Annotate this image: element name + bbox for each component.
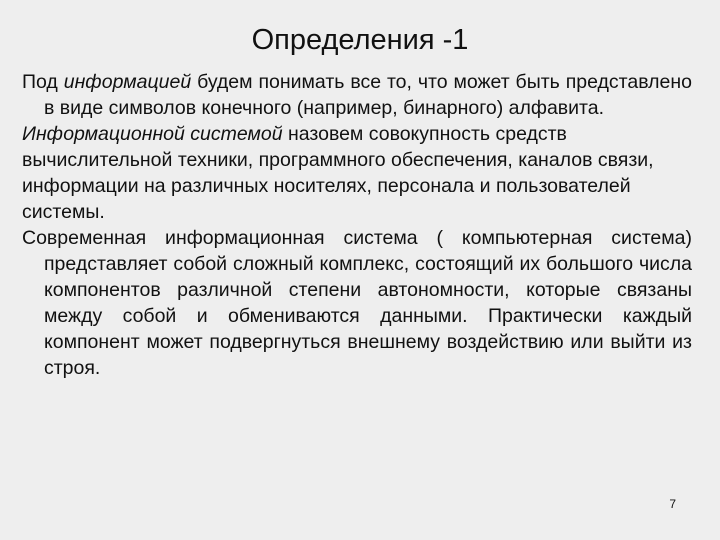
definition-text: будем понимать все то, что может быть представлено в виде символов конечного (например, бинарного) алфавита.	[44, 71, 692, 119]
term-information: информацией	[63, 71, 192, 93]
definition-continuation-1: вычислительной техники, программного обеспечения, каналов связи,	[22, 149, 654, 171]
page-number: 7	[669, 497, 676, 511]
definition-continuation-3: системы.	[22, 201, 105, 223]
definition-information	[22, 69, 692, 121]
slide-title: Определения -1	[251, 24, 469, 56]
definition-continuation-2: информации на различных носителях, персонала и пользователей	[22, 175, 631, 197]
term-information-system: Информационной системой	[22, 123, 283, 145]
slide-body	[22, 69, 692, 381]
definition-lead: Под	[22, 71, 64, 93]
definition-information-system	[22, 121, 692, 147]
definition-text: назовем совокупность средств	[282, 123, 567, 145]
definition-modern-system: Современная информационная система ( компьютерная система) представляет собой сложный комплекс, состоящий их большого числа компонентов различной степени автономности, которые связаны между собой и обмениваются данными. Практически каждый компонент может подвергнуться внешнему воздействию или выйти из строя.	[22, 227, 692, 379]
